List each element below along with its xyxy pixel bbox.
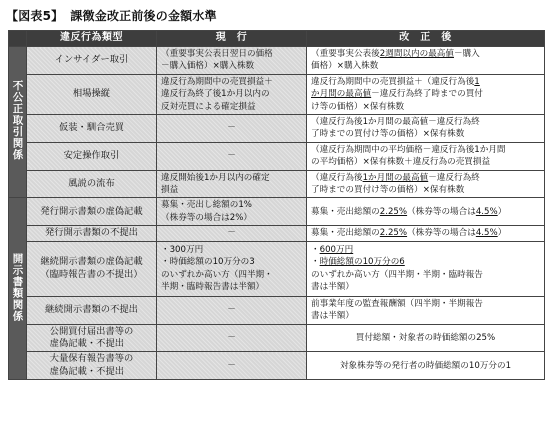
header-violation-type: 違反行為類型 xyxy=(27,31,157,47)
violation-type-text: インサイダー取引 xyxy=(54,54,129,66)
violation-type-cell xyxy=(27,170,157,198)
current-value-cell: － xyxy=(157,296,307,324)
revised-text: ・ xyxy=(311,257,320,268)
violation-type-text: 公開買付届出書等の 虚偽記載・不提出 xyxy=(49,325,134,349)
revised-text-underlined: 時価総額の10万分の6 xyxy=(319,257,405,268)
violation-type-text: 継続開示書類の虚偽記載 （臨時報告書の不提出） xyxy=(40,256,143,280)
revised-value-cell xyxy=(307,296,545,324)
revised-value-cell xyxy=(307,170,545,198)
violation-type-text: 発行開示書類の不提出 xyxy=(45,227,138,239)
violation-type-text: 仮装・馴合売買 xyxy=(58,122,125,134)
revised-text-underlined: 4.5% xyxy=(475,228,498,239)
violation-type-cell xyxy=(27,324,157,352)
revised-text: 買付総額・対象者の時価総額の25% xyxy=(355,332,496,343)
violation-type-cell xyxy=(27,198,157,226)
revised-value-cell xyxy=(307,47,545,75)
table-row xyxy=(9,296,545,324)
header-revised: 改 正 後 xyxy=(307,31,545,47)
revised-text-underlined: 1 か月間の最高値 xyxy=(311,76,480,100)
current-value-cell: － xyxy=(157,226,307,241)
header-row xyxy=(9,31,545,47)
group-label-unfair-trading xyxy=(9,47,27,198)
revised-text: －購入 価格）×購入株数 xyxy=(311,49,480,72)
revised-text: （重要事実公表後 xyxy=(311,49,380,59)
table-row xyxy=(9,352,545,380)
current-value-cell: 違反行為期間中の売買損益＋ 違反行為終了後1か月以内の 反対売買による確定損益 xyxy=(157,74,307,114)
revised-value-cell xyxy=(307,241,545,296)
table-row xyxy=(9,226,545,241)
violation-type-cell xyxy=(27,47,157,75)
table-row xyxy=(9,47,545,75)
revised-text: （違反行為期間中の平均価格－違反行為後1か月間 の平均価格）×保有株数＋違反行為の売買損益 xyxy=(311,144,506,168)
violation-type-text: 相場操縦 xyxy=(72,88,111,100)
revised-text: 対象株券等の発行者の時価総額の10万分の1 xyxy=(339,360,512,371)
revised-text-underlined: 1か月間の最高値 xyxy=(362,172,429,183)
revised-value-cell xyxy=(307,74,545,114)
figure-label: 【図表5】 xyxy=(6,9,64,23)
current-value-cell: 違反開始後1か月以内の確定 損益 xyxy=(157,170,307,198)
violation-type-text: 継続開示書類の不提出 xyxy=(45,303,138,315)
current-value-cell: － xyxy=(157,142,307,170)
penalty-table xyxy=(8,30,545,380)
revised-text: （株券等の場合は xyxy=(407,228,476,239)
revised-text: のいずれか高い方（四半期・半期・臨時報告 書は半額） xyxy=(311,269,483,293)
revised-text: 募集・売出総額の xyxy=(311,228,380,239)
revised-text: 前事業年度の監査報酬額（四半期・半期報告 書は半額） xyxy=(311,298,483,322)
revised-text: （株券等の場合は xyxy=(407,206,476,217)
table-row xyxy=(9,324,545,352)
violation-type-cell xyxy=(27,142,157,170)
violation-type-cell xyxy=(27,352,157,380)
header-corner xyxy=(9,31,27,47)
violation-type-cell xyxy=(27,226,157,241)
revised-value-cell xyxy=(307,352,545,380)
violation-type-cell xyxy=(27,115,157,143)
violation-type-cell xyxy=(27,296,157,324)
revised-text-underlined: 600万円 xyxy=(319,244,354,255)
group-label-text: 開示書類関係 xyxy=(11,252,24,322)
revised-text-underlined: 2.25% xyxy=(379,228,408,239)
revised-text-underlined: 4.5% xyxy=(475,206,498,217)
figure-heading: 課徴金改正前後の金額水準 xyxy=(70,9,217,23)
revised-text: ・ xyxy=(311,244,320,255)
group-label-text: 不公正取引関係 xyxy=(11,80,24,161)
header-current: 現 行 xyxy=(157,31,307,47)
current-value-cell: 募集・売出し総額の1% （株券等の場合は2%） xyxy=(157,198,307,226)
violation-type-text: 大量保有報告書等の 虚偽記載・不提出 xyxy=(49,353,134,377)
violation-type-text: 安定操作取引 xyxy=(63,150,120,162)
revised-text: 違反行為期間中の売買損益＋（違反行為後 xyxy=(311,76,475,87)
revised-text: －違反行為終了時までの買付 け等の価格）×保有株数 xyxy=(311,89,483,112)
table-row xyxy=(9,142,545,170)
current-value-cell: － xyxy=(157,352,307,380)
revised-text: （違反行為後1か月間の最高値－違反行為終 了時までの買付け等の価格）×保有株数 xyxy=(311,117,480,140)
revised-value-cell xyxy=(307,115,545,143)
revised-text-underlined: 2.25% xyxy=(379,206,408,217)
violation-type-text: 発行開示書類の虚偽記載 xyxy=(40,205,143,217)
revised-text: ） xyxy=(497,206,507,217)
table-row xyxy=(9,170,545,198)
current-value-cell: － xyxy=(157,324,307,352)
revised-value-cell xyxy=(307,198,545,226)
revised-text: 募集・売出総額の xyxy=(311,206,380,217)
table-row xyxy=(9,241,545,296)
table-row xyxy=(9,74,545,114)
revised-value-cell xyxy=(307,226,545,241)
violation-type-cell xyxy=(27,74,157,114)
revised-text-underlined: 2週間以内の最高値 xyxy=(379,49,454,59)
table-row xyxy=(9,198,545,226)
violation-type-cell xyxy=(27,241,157,296)
revised-text: （違反行為後 xyxy=(311,172,363,183)
current-value-cell: － xyxy=(157,115,307,143)
revised-value-cell xyxy=(307,142,545,170)
table-row xyxy=(9,115,545,143)
current-value-cell: （重要事実公表日翌日の価格 －購入価格）×購入株数 xyxy=(157,47,307,75)
violation-type-text: 風説の流布 xyxy=(68,177,115,189)
revised-text: －違反行為終 了時までの買付け等の価格）×保有株数 xyxy=(311,172,480,196)
revised-text: ） xyxy=(497,228,507,239)
figure-title xyxy=(6,7,217,24)
revised-value-cell xyxy=(307,324,545,352)
group-label-disclosure xyxy=(9,198,27,380)
current-value-cell: ・300万円 ・時価総額の10万分の3 のいずれか高い方（四半期・ 半期・臨時報告書は半額） xyxy=(157,241,307,296)
